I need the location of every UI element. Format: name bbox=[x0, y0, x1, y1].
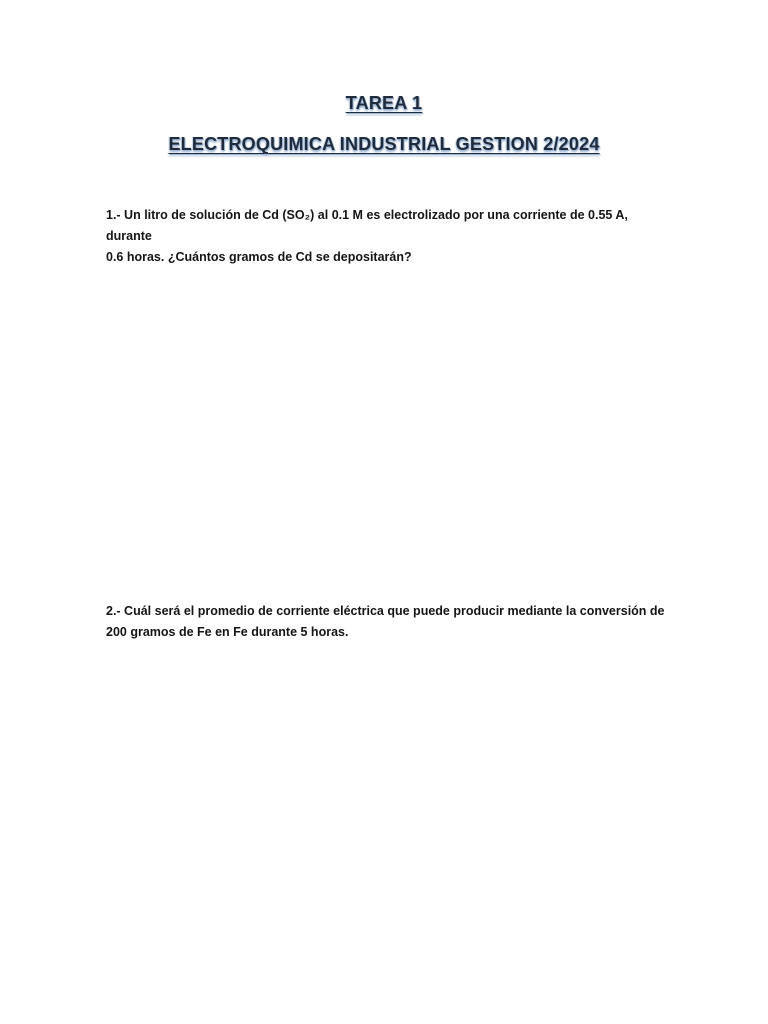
document-subtitle: ELECTROQUIMICA INDUSTRIAL GESTION 2/2024 bbox=[168, 134, 600, 154]
document-title: TAREA 1 bbox=[345, 93, 423, 113]
question-1-line-2: 0.6 horas. ¿Cuántos gramos de Cd se depositarán? bbox=[106, 250, 412, 264]
question-2 bbox=[106, 601, 666, 643]
question-2-line-2: 200 gramos de Fe en Fe durante 5 horas. bbox=[106, 625, 349, 639]
question-2-line-1: 2.- Cuál será el promedio de corriente eléctrica que puede producir mediante la conversión de bbox=[106, 604, 665, 618]
question-1 bbox=[106, 205, 666, 268]
question-1-line-1: 1.- Un litro de solución de Cd (SO₂) al 0.1 M es electrolizado por una corriente de 0.55 A, durante bbox=[106, 208, 628, 243]
